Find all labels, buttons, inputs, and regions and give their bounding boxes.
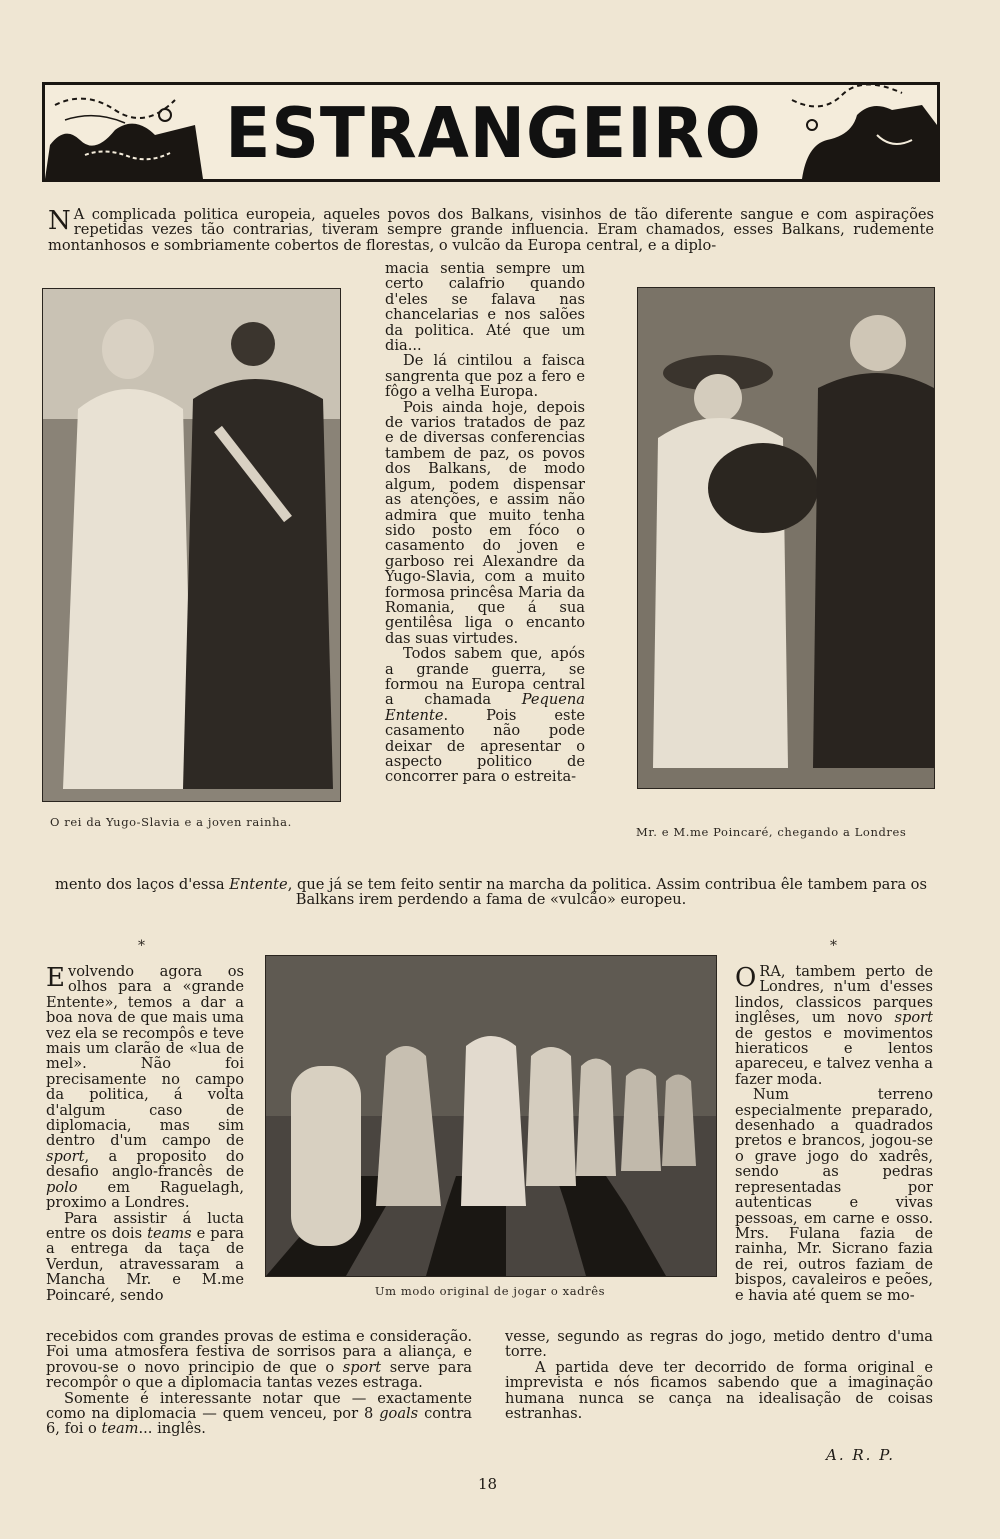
- s2-p2-text-b: e para a entrega da taça de Verdun, atravessaram a Mancha Mr. e M.me Poincaré, sendo: [46, 1224, 244, 1304]
- s2-text-b: , a proposito do desafio anglo-francês de: [46, 1147, 244, 1181]
- s2-text-a: volvendo agora os olhos para a «grande Entente», temos a dar a boa nova de que mais uma vez ela se recompôs e teve mais um clarão de «lua de mel». Não foi precisamente no campo da politica, á volta d'algum caso de diplomacia, mas sim dentro d'um campo de: [46, 963, 244, 1150]
- s2-em-polo: polo: [46, 1178, 78, 1196]
- middle-paragraph-3: Pois ainda hoje, depois de varios tratados de paz e de diversas conferencias tambem de paz, os povos dos Balkans, de modo algum, podem dispensar as atenções, e assim não admira que muito tenha sido posto em fóco o casamento do joven e garboso rei Alexandre da Yugo-Slavia, com a muito formosa princêsa Maria da Romania, que á sua gentilêsa liga o encanto das suas virtudes.: [385, 398, 585, 647]
- closing-text-em: Entente: [229, 876, 288, 893]
- photo-king-queen-image: [43, 289, 340, 801]
- section3-paragraph-2: Num terreno especialmente preparado, desenhado a quadrados pretos e brancos, jogou-se o grave jogo do xadrês, sendo as pedras representadas por autenticas e vivas pessoas, em carne e osso. Mrs. Fulana fazia de rainha, Mr. Sicrano fazia de rei, outros faziam de bispos, cavaleiros e peões, e havia até quem se mo-: [735, 1086, 933, 1304]
- banner-title: ESTRANGEIRO: [225, 92, 762, 174]
- s2-em-teams: teams: [147, 1224, 192, 1242]
- section3-paragraph-1: [735, 964, 933, 1087]
- section3-paragraph-4: A partida deve ter decorrido de forma original e imprevista e nós ficamos sabendo que a imaginação humana nunca se cança na idealisação de coisas estranhas.: [505, 1358, 933, 1423]
- middle-paragraph-4: [385, 646, 585, 785]
- dropcap-e: E: [46, 963, 65, 993]
- s2-p3-text-a: recebidos com grandes provas de estima e consideração. Foi uma atmosfera festiva de sorrisos para a aliança, e provou-se o novo principio de que o: [46, 1328, 472, 1376]
- s2-em-team: team: [101, 1420, 139, 1438]
- s2-text-c: em Raguelagh, proximo a Londres.: [46, 1178, 244, 1212]
- caption-king-queen: O rei da Yugo-Slavia e a joven rainha.: [50, 815, 292, 829]
- caption-poincare: Mr. e M.me Poincaré, chegando a Londres: [636, 825, 907, 839]
- photo-chess: [265, 955, 717, 1277]
- dropcap-o: O: [735, 963, 757, 993]
- separator-star-right: *: [830, 938, 837, 954]
- section2-paragraph-1: [46, 964, 244, 1211]
- s2-p4-text-b: contra 6, foi o: [46, 1405, 472, 1438]
- separator-star-left: *: [138, 938, 145, 954]
- section2-paragraph-3: [46, 1329, 472, 1391]
- photo-poincare-image: [638, 288, 934, 788]
- middle-text-b: . Pois este casamento não pode deixar de apresentar o aspecto politico de concorrer para o estreita-: [385, 706, 585, 786]
- map-illustration-left: [45, 85, 205, 179]
- s3-em-sport: sport: [894, 1009, 933, 1027]
- s2-em-sport: sport: [46, 1147, 85, 1165]
- s3-text-a: RA, tambem perto de Londres, n'um d'esses lindos, classicos parques inglêses, um novo: [735, 963, 933, 1027]
- page-number: 18: [478, 1475, 498, 1493]
- s2-p4-text-a: Somente é interessante notar que — exactamente como na diplomacia — quem venceu, por 8: [46, 1389, 472, 1423]
- section2-bottom: [46, 1329, 472, 1437]
- middle-paragraph-1: macia sentia sempre um certo calafrio quando d'eles se falava nas chancelarias e nos salões da politica. Até que um dia...: [385, 260, 585, 355]
- s2-p3-text-b: serve para recompôr o que a diplomacia tantas vezes estraga.: [46, 1358, 472, 1392]
- intro-text: A complicada politica europeia, aqueles povos dos Balkans, visinhos de tão diferente sangue e com aspirações repetidas vezes tão contrarias, tiveram sempre grande influencia. Eram chamados, esses Balkans, rudemente montanhosos e sombriamente cobertos de florestas, o vulcão da Europa central, e a diplo-: [48, 206, 934, 254]
- section1-closing: [48, 877, 934, 908]
- s3-text-b: de gestos e movimentos hieraticos e lentos apareceu, e talvez venha a fazer moda.: [735, 1024, 933, 1088]
- section3-column: [735, 964, 933, 1303]
- section2-paragraph-4: [46, 1391, 472, 1437]
- author-signature: A. R. P.: [826, 1446, 896, 1464]
- s2-em-goals: goals: [379, 1405, 419, 1423]
- closing-text-b: , que já se tem feito sentir na marcha da politica. Assim contribua êle tambem para os Balkans irem perdendo a fama de «vulcão» europeu.: [287, 876, 927, 909]
- section3-paragraph-3: vesse, segundo as regras do jogo, metido dentro d'uma torre.: [505, 1328, 933, 1361]
- middle-text-a: Todos sabem que, após a grande guerra, se formou na Europa central a chamada: [385, 645, 585, 709]
- middle-paragraph-2: De lá cintilou a faisca sangrenta que poz a fero e fôgo a velha Europa.: [385, 352, 585, 401]
- section2-column: [46, 964, 244, 1303]
- photo-king-queen: [42, 288, 341, 802]
- photo-chess-image: [266, 956, 716, 1276]
- middle-column: [385, 261, 585, 785]
- photo-poincare: [637, 287, 935, 789]
- caption-chess: Um modo original de jogar o xadrês: [374, 1284, 606, 1298]
- map-illustration-right: [782, 85, 937, 179]
- section3-bottom: [505, 1329, 933, 1421]
- closing-text-a: mento dos laços d'essa: [55, 876, 230, 893]
- intro-paragraph: [48, 207, 934, 253]
- s2-p3-em-sport: sport: [342, 1358, 382, 1376]
- header-banner: [42, 82, 940, 182]
- s2-p4-text-c: ... inglês.: [138, 1420, 206, 1438]
- middle-text-em: Pequena Entente: [385, 691, 585, 724]
- s2-p2-text-a: Para assistir á lucta entre os dois: [46, 1209, 244, 1242]
- section2-paragraph-2: [46, 1211, 244, 1303]
- dropcap-n: N: [48, 206, 71, 236]
